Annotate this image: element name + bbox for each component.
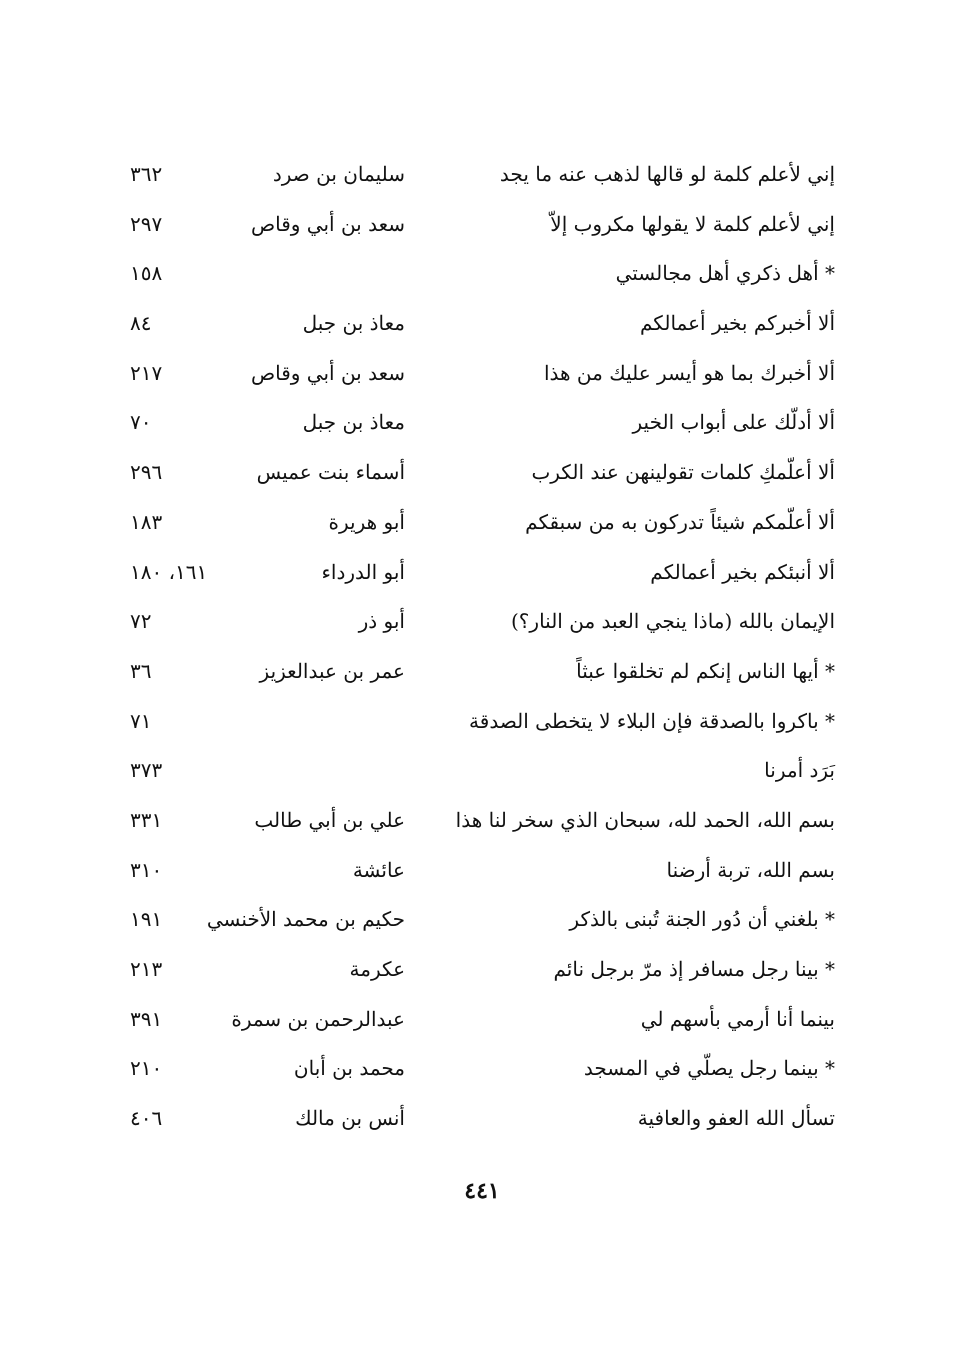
page-reference: ٢١٣ [130,957,163,981]
hadith-text: إني لأعلم كلمة لا يقولها مكروب إلاّ [550,211,835,236]
hadith-text: * أهل ذكري أهل مجالستي [615,261,835,286]
page-reference: ٨٤ [130,311,152,336]
hadith-text: إني لأعلم كلمة لو قالها لذهب عنه ما يجد [499,162,835,186]
narrator-name: معاذ بن جبل [302,410,405,435]
index-row [130,846,835,896]
page-reference: ٢٩٦ [130,460,163,485]
narrator-name: أنس بن مالك [295,1106,405,1131]
hadith-text: الإيمان بالله (ماذا ينجي العبد من النار؟) [511,609,835,634]
narrator-name: عمر بن عبدالعزيز [259,658,405,683]
hadith-text: ألا أدلّك على أبواب الخير [632,410,835,435]
hadith-index-list [130,150,835,1144]
hadith-text: ألا أخبركم بخير أعمالكم [640,311,835,336]
index-row [130,548,835,598]
index-row [130,200,835,250]
index-row [130,945,835,995]
page-reference: ٧٠ [130,410,152,435]
index-row [130,697,835,747]
page-reference: ١٩١ [130,907,163,932]
narrator-name: عكرمة [349,957,405,981]
page-reference: ٣٩١ [130,1006,163,1031]
narrator-name: أبو هريرة [328,509,405,534]
index-row [130,1044,835,1094]
hadith-text: * بينا رجل مسافر إذ مرّ برجل نائم [553,957,835,981]
hadith-text: تسأل الله العفو والعافية [637,1106,835,1131]
index-row [130,647,835,697]
page-reference: ١٦١، ١٨٠ [130,559,208,584]
page-reference: ٤٠٦ [130,1106,163,1131]
narrator-name: أبو ذر [358,609,405,634]
page-reference: ١٥٨ [130,261,163,286]
hadith-text: ألا أخبرك بما هو أيسر عليك من هذا [543,360,835,385]
page-reference: ٢١٧ [130,360,163,385]
page-reference: ٣٦٢ [130,162,163,186]
hadith-text: ألا أعلّمكم شيئاً تدركون به من سبقكم [525,509,835,534]
narrator-name: حكيم بن محمد الأخنسي [206,907,405,932]
index-row [130,249,835,299]
index-row [130,995,835,1045]
index-row [130,1094,835,1144]
page-reference: ٢١٠ [130,1056,163,1081]
hadith-text: * باكروا بالصدقة فإن البلاء لا يتخطى الصدقة [469,708,835,733]
hadith-text: بينما أنا أرمي بأسهم لي [640,1006,835,1031]
page-number: ٤٤١ [464,1178,500,1204]
page-reference: ٧٢ [130,609,152,634]
narrator-name: علي بن أبي طالب [254,807,405,832]
index-row [130,448,835,498]
narrator-name: عائشة [352,857,405,882]
index-row [130,299,835,349]
hadith-text: ألا أعلّمكِ كلمات تقولينهن عند الكرب [531,460,835,485]
narrator-name: عبدالرحمن بن سمرة [231,1006,405,1031]
narrator-name: سعد بن أبي وقاص [250,360,405,385]
page-reference: ٣١٠ [130,857,163,882]
page-reference: ٢٩٧ [130,211,163,236]
narrator-name: معاذ بن جبل [302,311,405,336]
index-row [130,398,835,448]
narrator-name: محمد بن أبان [293,1056,405,1081]
page-reference: ٣٣١ [130,807,163,832]
page-reference: ٧١ [130,708,152,733]
narrator-name: أسماء بنت عميس [256,460,405,485]
page-reference: ٣٧٣ [130,758,163,783]
hadith-text: بَرَد أمرنا [764,758,835,783]
hadith-text: بسم الله، الحمد لله، سبحان الذي سخر لنا هذا [455,807,835,832]
index-row [130,895,835,945]
hadith-text: * أيها الناس إنكم لم تخلقوا عبثاً [576,658,835,683]
index-row [130,746,835,796]
index-row [130,796,835,846]
hadith-text: ألا أنبئكم بخير أعمالكم [650,559,835,584]
hadith-text: * بلغني أن دُور الجنة تُبنى بالذكر [569,907,835,932]
page-reference: ٣٦ [130,658,152,683]
index-row [130,597,835,647]
index-row [130,150,835,200]
index-row [130,349,835,399]
page-reference: ١٨٣ [130,509,163,534]
index-row [130,498,835,548]
narrator-name: أبو الدرداء [321,559,405,584]
narrator-name: سعد بن أبي وقاص [250,211,405,236]
narrator-name: سليمان بن صرد [272,162,405,186]
hadith-text: * بينما رجل يصلّي في المسجد [583,1056,835,1081]
hadith-text: بسم الله، تربة أرضنا [666,857,835,882]
